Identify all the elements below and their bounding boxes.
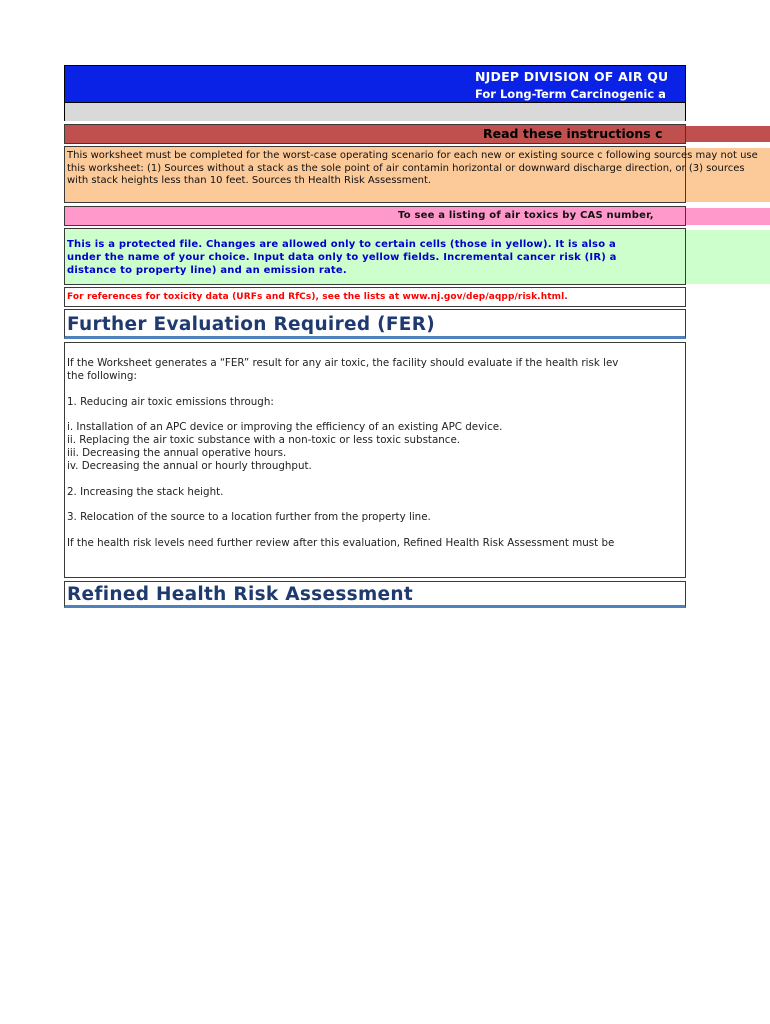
worksheet-title-banner	[64, 65, 686, 103]
instructions-bar	[64, 124, 686, 144]
fer-intro-line-2: the following:	[67, 370, 137, 382]
fer-subitem-iv: iv. Decreasing the annual or hourly throughput.	[67, 460, 312, 472]
cas-listing-link[interactable]: To see a listing of air toxics by CAS number,	[398, 210, 654, 221]
instructions-heading: Read these instructions c	[483, 126, 663, 141]
fer-item-1: 1. Reducing air toxic emissions through:	[67, 396, 274, 408]
fer-closing: If the health risk levels need further review after this evaluation, Refined Health Risk Assessment must be	[67, 537, 615, 549]
fer-subitem-ii: ii. Replacing the air toxic substance with a non-toxic or less toxic substance.	[67, 434, 461, 446]
instructions-bar-overflow	[686, 126, 770, 142]
worksheet-notice-text: This worksheet must be completed for the worst-case operating scenario for each new or existing source c following sources may not use this worksheet: (1) Sources without a stack as the sole point of air contamin horizontal or downward discharge direction, or (3) sources with stack heights less than 10 feet. Sources th Health Risk Assessment.	[67, 150, 758, 186]
fer-heading-cell	[64, 309, 686, 339]
cas-listing-overflow	[686, 208, 770, 225]
fer-item-2: 2. Increasing the stack height.	[67, 486, 224, 498]
rhra-heading-cell	[64, 581, 686, 608]
worksheet-subtitle: For Long-Term Carcinogenic a	[475, 87, 666, 101]
fer-heading: Further Evaluation Required (FER)	[67, 314, 436, 335]
fer-item-3: 3. Relocation of the source to a location further from the property line.	[67, 511, 431, 523]
fer-body-cell	[64, 342, 686, 578]
worksheet-title: NJDEP DIVISION OF AIR QU	[475, 69, 669, 84]
spacer-row	[64, 103, 686, 121]
protected-notice-cell	[64, 228, 686, 285]
rhra-heading: Refined Health Risk Assessment	[67, 584, 413, 605]
fer-subitem-i: i. Installation of an APC device or improving the efficiency of an existing APC device.	[67, 421, 503, 433]
protected-notice-line-1: This is a protected file. Changes are allowed only to certain cells (those in yellow). It is also a	[67, 239, 616, 250]
protected-notice-text	[67, 238, 767, 277]
protected-notice-line-2: under the name of your choice. Input data only to yellow fields. Incremental cancer risk (IR) a	[67, 252, 617, 263]
references-cell	[64, 287, 686, 307]
fer-intro-line-1: If the Worksheet generates a “FER” result for any air toxic, the facility should evaluate if the health risk lev	[67, 357, 619, 369]
references-link[interactable]: For references for toxicity data (URFs and RfCs), see the lists at www.nj.gov/dep/aqpp/risk.html.	[67, 292, 568, 302]
worksheet-notice-cell	[64, 146, 758, 203]
fer-subitem-iii: iii. Decreasing the annual operative hours.	[67, 447, 287, 459]
cas-listing-cell[interactable]	[64, 206, 686, 226]
protected-notice-line-3: distance to property line) and an emission rate.	[67, 265, 347, 276]
